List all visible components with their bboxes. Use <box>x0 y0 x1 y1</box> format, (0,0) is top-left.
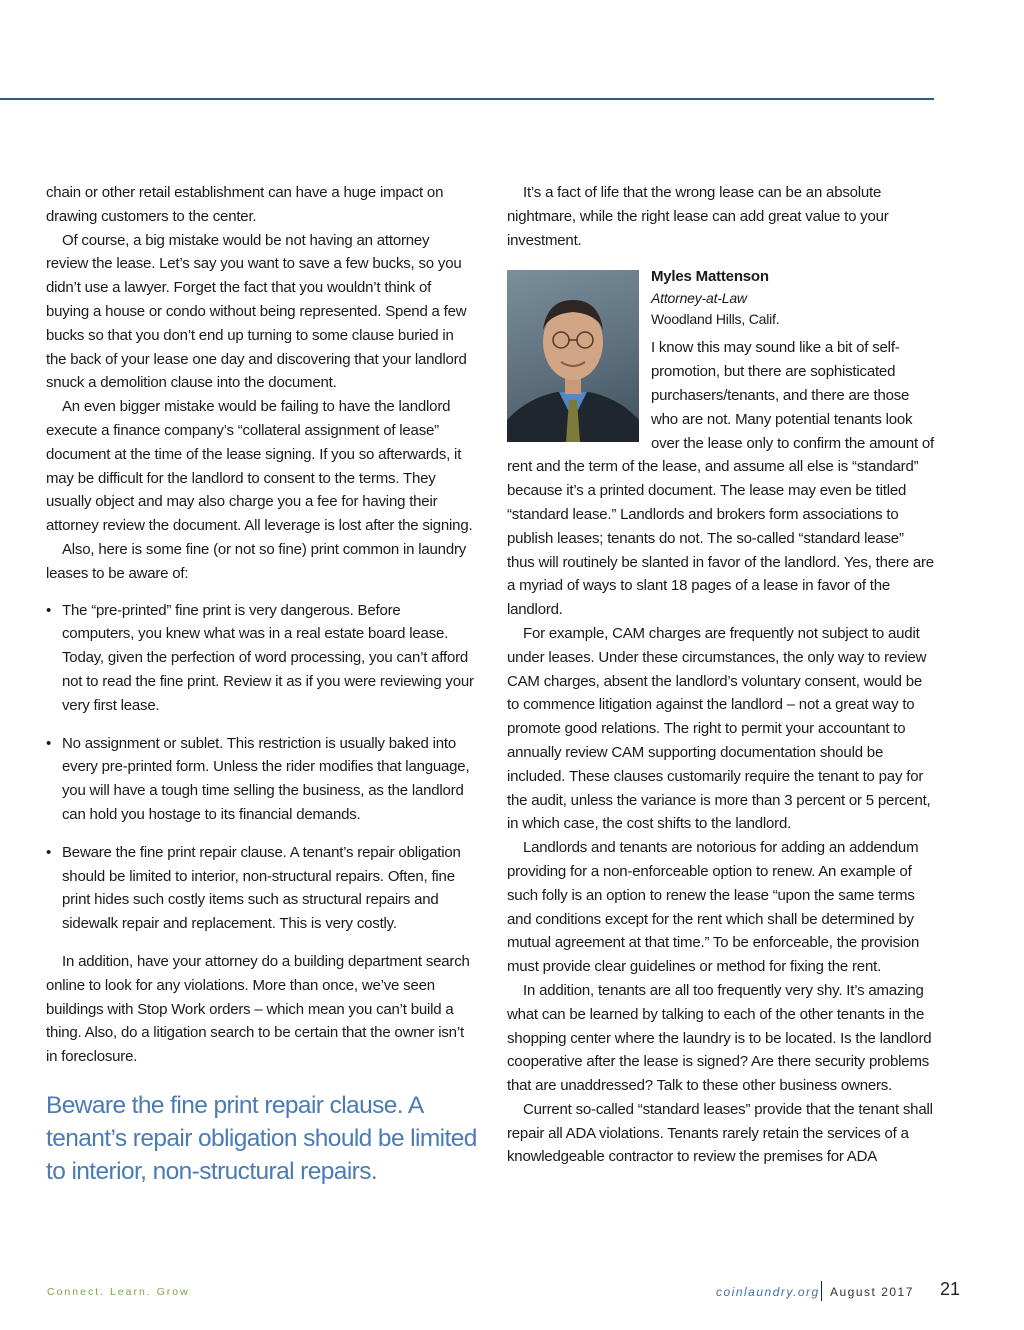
list-item <box>46 599 474 718</box>
paragraph: Of course, a big mistake would be not having an attorney review the lease. Let’s say you want to save a few bucks, so you didn’t use a lawyer. Forget the fact that you wouldn’t think of buying a house or condo without being represented. Spend a few bucks so that you don’t end up turning to some clause buried in the back of your lease one day and discovering that your landlord snuck a demolition clause into the document. <box>46 231 467 392</box>
pull-quote: Beware the fine print repair clause. A tenant’s repair obligation should be limited to interior, non-structural repairs. <box>46 1091 477 1185</box>
list-item-text: The “pre-printed” fine print is very dangerous. Before computers, you knew what was in a real estate board lease. Today, given the perfection of word processing, you can’t afford not to read the fine print. Review it as if you were reviewing your very first lease. <box>62 601 474 714</box>
paragraph: For example, CAM charges are frequently not subject to audit under leases. Under these circumstances, the only way to review CAM charges, absent the landlord’s voluntary consent, would be to commence litigation against the landlord – not a great way to promote good relations. The right to permit your accountant to annually review CAM supporting documentation should be included. These clauses customarily require the tenant to pay for the audit, unless the variance is more than 3 percent or 5 percent, in which case, the cost shifts to the landlord. <box>507 624 931 833</box>
author-name: Myles Mattenson <box>651 268 769 286</box>
header-rule <box>0 98 934 100</box>
author-photo <box>507 270 639 442</box>
paragraph: In addition, tenants are all too frequently very shy. It’s amazing what can be learned by talking to each of the other tenants in the shopping center where the laundry is to be located. Is the landlord cooperative after the lease is signed? Are there security problems that are unaddressed? Talk to these other business owners. <box>507 981 932 1095</box>
bullet-marker: • <box>46 734 52 752</box>
left-column <box>46 181 477 1188</box>
right-column <box>507 181 935 1169</box>
author-title: Attorney-at-Law <box>651 290 747 307</box>
bullet-marker: • <box>46 843 52 861</box>
footer-separator <box>821 1281 822 1301</box>
paragraph: I know this may sound like a bit of self-promotion, but there are sophisticated purchasers/tenants, and there are those who are not. Many potential tenants look over the lease only to confirm the amount of rent and the term of the lease, and assume all else is “standard” because it’s a printed document. The lease may even be titled “standard lease.” Landlords and brokers form associations to publish leases; tenants do not. The so-called “standard lease” thus will routinely be slanted in favor of the landlord. Yes, there are a myriad of ways to slant 18 pages of a lease in favor of the landlord. <box>507 339 935 619</box>
footer-date: August 2017 <box>830 1285 914 1299</box>
paragraph: Landlords and tenants are notorious for adding an addendum providing for a non-enforceable option to renew. An example of such folly is an option to renew the lease “upon the same terms and conditions except for the rent which shall be determined by mutual agreement at that time.” To be enforceable, the provision must provide clear guidelines or method for fixing the rent. <box>507 839 920 976</box>
paragraph: Also, here is some fine (or not so fine) print common in laundry leases to be aware of: <box>46 540 467 582</box>
bullet-marker: • <box>46 601 52 619</box>
bullet-list <box>46 599 474 936</box>
author-location: Woodland Hills, Calif. <box>651 311 780 328</box>
paragraph: In addition, have your attorney do a building department search online to look for any violations. More than once, we’ve seen buildings with Stop Work orders – which mean you can’t build a thing. Also, do a litigation search to be certain that the owner isn’t in foreclosure. <box>46 952 470 1066</box>
author-bio <box>507 266 935 622</box>
page-number: 21 <box>940 1279 961 1299</box>
paragraph: chain or other retail establishment can have a huge impact on drawing customers to the center. <box>46 184 444 225</box>
list-item-text: No assignment or sublet. This restriction is usually baked into every pre-printed form. Unless the rider modifies that language, you will have a tough time selling the business, as the landlord can hold you hostage to its financial demands. <box>62 734 470 823</box>
footer-tagline: Connect. Learn. Grow <box>47 1286 190 1298</box>
list-item <box>46 841 474 936</box>
paragraph: Current so-called “standard leases” provide that the tenant shall repair all ADA violations. Tenants rarely retain the services of a knowledgeable contractor to review the premises for ADA <box>507 1100 933 1166</box>
list-item <box>46 732 474 827</box>
footer-site-link[interactable]: coinlaundry.org <box>716 1285 820 1299</box>
paragraph: It’s a fact of life that the wrong lease can be an absolute nightmare, while the right lease can add great value to your investment. <box>507 184 889 249</box>
list-item-text: Beware the fine print repair clause. A tenant’s repair obligation should be limited to interior, non-structural repairs. Often, fine print hides such costly items such as structural repairs and sidewalk repair and replacement. This is very costly. <box>62 843 461 933</box>
paragraph: An even bigger mistake would be failing to have the landlord execute a finance company’s “collateral assignment of lease” document at the time of the lease signing. If you so afterwards, it may be difficult for the landlord to consent to the terms. They usually object and may also charge you a fee for having their attorney review the document. All leverage is lost after the signing. <box>46 398 473 535</box>
